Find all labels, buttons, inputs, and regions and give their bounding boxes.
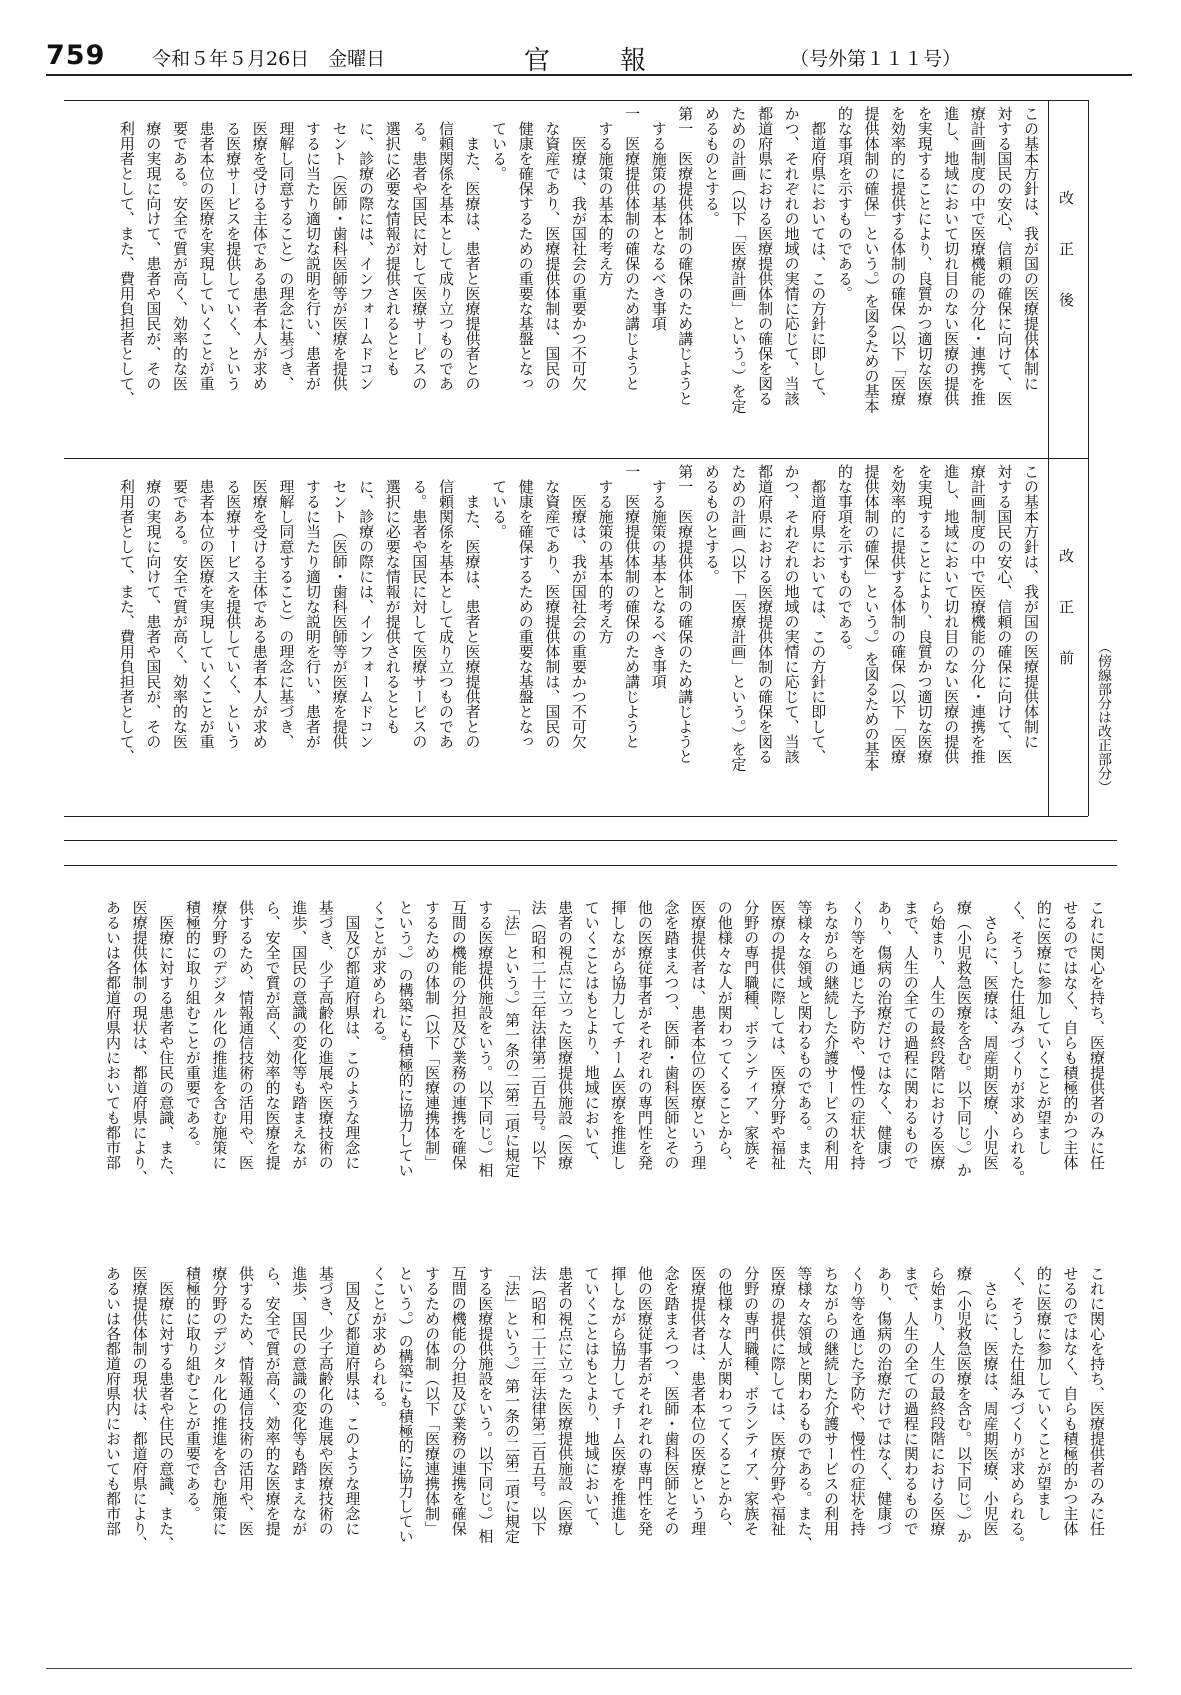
lower-after-line: ちながらの継続した介護サービスの利用: [822, 900, 841, 1170]
lower-after-line: 念を踏まえつつ、医師・歯科医師とその: [662, 900, 681, 1170]
upper-after-line: 対する国民の安心、信頼の確保に向けて、医: [995, 106, 1014, 406]
upper-after-line: 理解し同意すること）の理念に基づき、: [277, 106, 296, 391]
upper-after-line: な資産であり、医療提供体制は、国民の: [543, 106, 562, 391]
upper-before-line: 第一 医療提供体制の確保のため講じようと: [676, 464, 695, 764]
upper-after-line: 療の実現に向けて、患者や国民が、その: [144, 106, 163, 391]
lower-before-line: 国及び都道府県は、このような理念に: [343, 1266, 362, 1536]
upper-after-line: かつ、それぞれの地域の実情に応じて、当該: [782, 106, 801, 406]
lower-after-block: [64, 900, 1110, 1246]
lower-after-line: 国及び都道府県は、このような理念に: [343, 900, 362, 1170]
lower-before-line: 積極的に取り組むことが重要である。: [183, 1266, 202, 1521]
upper-after-line: めるものとする。: [702, 106, 721, 226]
upper-before-line: る医療サービスを提供していく、という: [224, 464, 243, 749]
lower-after-line: あり、傷病の治療だけではなく、健康づ: [875, 900, 894, 1170]
upper-before-line: セント（医師・歯科医師等が医療を提供: [330, 464, 349, 749]
lower-after-line: 揮しながら協力してチーム医療を推進し: [609, 900, 628, 1170]
upper-before-line: 要である。安全で質が高く、効率的な医: [171, 464, 189, 749]
upper-before-line: 療計画制度の中で医療機能の分化・連携を推: [968, 464, 987, 764]
lower-before-text: [64, 1266, 1110, 1612]
lower-after-line: 医療提供者は、患者本位の医療という理: [689, 900, 708, 1170]
column-label-before: 改正前: [1057, 548, 1075, 701]
lower-before-line: く、そうした仕組みづくりが求められる。: [1008, 1266, 1027, 1551]
lower-before-line: 医療提供者は、患者本位の医療という理: [689, 1266, 708, 1536]
lower-before-line: 医療の提供に際しては、医療分野や福祉: [768, 1266, 787, 1536]
lower-before-line: あり、傷病の治療だけではなく、健康づ: [875, 1266, 894, 1536]
lower-after-line: 療分野のデジタル化の推進を含む施策に: [210, 900, 229, 1170]
upper-after-line: ている。: [490, 106, 509, 181]
upper-after-line: ための計画（以下「医療計画」という。）を定: [729, 106, 748, 414]
issue-number: （号外第１１１号）: [790, 48, 962, 70]
lower-before-line: 「法」という。）第一条の二第二項に規定: [502, 1266, 521, 1544]
upper-after-line: 健康を確保するための重要な基盤となっ: [516, 106, 535, 391]
lower-after-text: [64, 900, 1110, 1246]
upper-after-line: 医療を受ける主体である患者本人が求め: [250, 106, 269, 391]
upper-after-line: また、医療は、患者と医療提供者との: [463, 106, 482, 391]
upper-before-line: この基本方針は、我が国の医療提供体制に: [1022, 464, 1040, 749]
separator-1: [64, 840, 1117, 841]
separator-2: [64, 865, 1117, 866]
lower-after-line: 医療の提供に際しては、医療分野や福祉: [768, 900, 787, 1170]
upper-before-line: 理解し同意すること）の理念に基づき、: [277, 464, 296, 749]
lower-after-line: ら始まり、人生の最終段階における医療: [928, 900, 947, 1170]
lower-before-line: の他様々な人が関わってくることから、: [715, 1266, 734, 1536]
upper-before-line: 進し、地域において切れ目のない医療の提供: [942, 464, 961, 764]
lower-before-line: くり等を通じた予防や、慢性の症状を持: [848, 1266, 867, 1536]
upper-after-line: る。患者や国民に対して医療サービスの: [410, 106, 429, 391]
upper-before-line: を実現することにより、良質かつ適切な医療: [915, 464, 934, 764]
gazette-name: 官報: [524, 46, 717, 76]
lower-after-line: ていくことはもとより、地域において、: [582, 900, 601, 1170]
lower-after-line: 医療に対する患者や住民の意識、また、: [157, 900, 176, 1185]
upper-after-line: する施策の基本的考え方: [596, 106, 615, 286]
upper-before-line: かつ、それぞれの地域の実情に応じて、当該: [782, 464, 801, 764]
upper-before-line: する施策の基本となるべき事項: [649, 464, 668, 689]
upper-before-line: 的な事項を示すものである。: [835, 464, 854, 659]
upper-before-line: 選択に必要な情報が提供されるととも: [383, 464, 402, 734]
lower-after-line: ら、安全で質が高く、効率的な医療を提: [263, 900, 282, 1170]
lower-before-line: さらに、医療は、周産期医療、小児医: [981, 1266, 1000, 1536]
upper-after-line: 一 医療提供体制の確保のため講じようと: [623, 106, 642, 391]
upper-before-line: ている。: [490, 464, 509, 539]
gazette-header: [46, 38, 1132, 76]
upper-before-line: 一 医療提供体制の確保のため講じようと: [623, 464, 642, 749]
issue-date: 令和５年５月26日 金曜日: [152, 48, 386, 70]
lower-after-line: という。）の構築にも積極的に協力してい: [396, 900, 415, 1178]
lower-before-line: ていくことはもとより、地域において、: [582, 1266, 601, 1536]
lower-after-line: さらに、医療は、周産期医療、小児医: [981, 900, 1000, 1170]
upper-before-line: 利用者として、また、費用負担者として、: [117, 464, 136, 764]
lower-after-line: 法（昭和二十三年法律第二百五号。以下: [529, 900, 548, 1170]
lower-after-line: く、そうした仕組みづくりが求められる。: [1008, 900, 1027, 1185]
lower-before-line: 他の医療従事者がそれぞれの専門性を発: [635, 1266, 654, 1536]
upper-after-line: を実現することにより、良質かつ適切な医療: [915, 106, 934, 406]
upper-before-line: 対する国民の安心、信頼の確保に向けて、医: [995, 464, 1014, 764]
lower-after-line: 医療提供体制の現状は、都道府県により、: [130, 900, 149, 1185]
upper-before-line: 都道府県においては、この方針に即して、: [809, 464, 828, 764]
lower-before-line: という。）の構築にも積極的に協力してい: [396, 1266, 415, 1544]
upper-after-line: る医療サービスを提供していく、という: [224, 106, 243, 391]
upper-before-line: 療の実現に向けて、患者や国民が、その: [144, 464, 163, 749]
lower-after-line: 他の医療従事者がそれぞれの専門性を発: [635, 900, 654, 1170]
after-text: [64, 106, 1044, 452]
upper-before-line: 医療を受ける主体である患者本人が求め: [250, 464, 269, 749]
upper-before-line: 患者本位の医療を実現していくことが重: [197, 464, 216, 749]
lower-after-line: する医療提供施設をいう。以下同じ。）相: [476, 900, 495, 1178]
upper-after-line: 的な事項を示すものである。: [835, 106, 854, 301]
page-number: 759: [46, 40, 106, 71]
lower-after-line: 進歩、国民の意識の変化等も踏まえなが: [290, 900, 309, 1170]
lower-after-line: せるのではなく、自らも積極的かつ主体: [1061, 900, 1080, 1170]
lower-after-line: 患者の視点に立った医療提供施設（医療: [556, 900, 575, 1170]
lower-after-line: まで、人生の全ての過程に関わるもので: [901, 900, 920, 1170]
upper-after-line: 第一 医療提供体制の確保のため講じようと: [676, 106, 695, 406]
upper-after-line: 利用者として、また、費用負担者として、: [117, 106, 136, 406]
upper-before-line: また、医療は、患者と医療提供者との: [463, 464, 482, 749]
lower-after-line: 分野の専門職種、ボランティア、家族そ: [742, 900, 761, 1170]
lower-before-line: 療分野のデジタル化の推進を含む施策に: [210, 1266, 229, 1536]
upper-after-line: に、診療の際には、インフォームドコン: [357, 106, 376, 391]
lower-after-line: 等様々な領域と関わるものである。また、: [795, 900, 814, 1185]
lower-before-line: するための体制（以下「医療連携体制」: [423, 1266, 442, 1536]
upper-before-line: 信頼関係を基本として成り立つものであ: [436, 464, 455, 749]
lower-before-line: 医療に対する患者や住民の意識、また、: [157, 1266, 176, 1551]
upper-after-line: 患者本位の医療を実現していくことが重: [197, 106, 216, 391]
upper-before-line: 都道府県における医療提供体制の確保を図る: [756, 464, 775, 764]
lower-before-line: 基づき、少子高齢化の進展や医療技術の: [316, 1266, 335, 1536]
lower-before-line: 医療提供体制の現状は、都道府県により、: [130, 1266, 149, 1551]
lower-after-line: 的に医療に参加していくことが望まし: [1034, 900, 1053, 1155]
lower-before-line: くことが求められる。: [369, 1266, 388, 1416]
lower-after-line: 供するため、情報通信技術の活用や、医: [237, 900, 255, 1170]
upper-after-line: 医療は、我が国社会の重要かつ不可欠: [569, 106, 588, 391]
underline-note: （傍線部分は改正部分）: [1096, 640, 1112, 794]
upper-after-line: この基本方針は、我が国の医療提供体制に: [1022, 106, 1040, 391]
lower-before-line: 等様々な領域と関わるものである。また、: [795, 1266, 814, 1551]
lower-after-line: 互間の機能の分担及び業務の連携を確保: [449, 900, 468, 1170]
upper-after-line: 要である。安全で質が高く、効率的な医: [171, 106, 189, 391]
lower-before-line: あるいは各都道府県内においても都市部: [104, 1266, 123, 1536]
lower-before-line: 念を踏まえつつ、医師・歯科医師とその: [662, 1266, 681, 1536]
lower-before-line: せるのではなく、自らも積極的かつ主体: [1061, 1266, 1080, 1536]
comparison-table: [64, 100, 1088, 817]
upper-before-line: な資産であり、医療提供体制は、国民の: [543, 464, 562, 749]
lower-before-line: ら、安全で質が高く、効率的な医療を提: [263, 1266, 282, 1536]
upper-before-line: 健康を確保するための重要な基盤となっ: [516, 464, 535, 749]
upper-after-line: 選択に必要な情報が提供されるととも: [383, 106, 402, 376]
lower-before-line: 法（昭和二十三年法律第二百五号。以下: [529, 1266, 548, 1536]
lower-before-line: 供するため、情報通信技術の活用や、医: [237, 1266, 255, 1536]
upper-after-line: 提供体制の確保」という。）を図るための基本: [862, 106, 881, 414]
upper-after-line: 進し、地域において切れ目のない医療の提供: [942, 106, 961, 406]
lower-after-line: 療（小児救急医療を含む。以下同じ。）か: [955, 900, 974, 1178]
upper-after-line: する施策の基本となるべき事項: [649, 106, 668, 331]
lower-after-line: 積極的に取り組むことが重要である。: [183, 900, 202, 1155]
lower-before-line: ら始まり、人生の最終段階における医療: [928, 1266, 947, 1536]
upper-after-line: を効率的に提供する体制の確保（以下「医療: [889, 106, 908, 406]
after-text-block: [64, 106, 1044, 452]
lower-before-line: 分野の専門職種、ボランティア、家族そ: [742, 1266, 761, 1536]
lower-after-line: これに関心を持ち、医療提供者のみに任: [1088, 900, 1106, 1170]
lower-after-line: くり等を通じた予防や、慢性の症状を持: [848, 900, 867, 1170]
upper-after-line: するに当たり適切な説明を行い、患者が: [303, 106, 322, 391]
upper-before-line: するに当たり適切な説明を行い、患者が: [303, 464, 322, 749]
upper-after-line: セント（医師・歯科医師等が医療を提供: [330, 106, 349, 391]
lower-before-line: 進歩、国民の意識の変化等も踏まえなが: [290, 1266, 309, 1536]
upper-after-line: 療計画制度の中で医療機能の分化・連携を推: [968, 106, 987, 406]
lower-after-line: の他様々な人が関わってくることから、: [715, 900, 734, 1170]
lower-before-line: 患者の視点に立った医療提供施設（医療: [556, 1266, 575, 1536]
upper-before-line: 提供体制の確保」という。）を図るための基本: [862, 464, 881, 772]
lower-before-line: これに関心を持ち、医療提供者のみに任: [1088, 1266, 1106, 1536]
before-text: [64, 464, 1044, 810]
upper-before-line: を効率的に提供する体制の確保（以下「医療: [889, 464, 908, 764]
column-label-after: 改正後: [1057, 190, 1075, 343]
lower-after-line: 基づき、少子高齢化の進展や医療技術の: [316, 900, 335, 1170]
lower-before-line: 療（小児救急医療を含む。以下同じ。）か: [955, 1266, 974, 1544]
upper-before-line: ための計画（以下「医療計画」という。）を定: [729, 464, 748, 772]
upper-after-line: 信頼関係を基本として成り立つものであ: [436, 106, 455, 391]
upper-before-line: めるものとする。: [702, 464, 721, 584]
lower-before-line: まで、人生の全ての過程に関わるもので: [901, 1266, 920, 1536]
upper-before-line: に、診療の際には、インフォームドコン: [357, 464, 376, 749]
bottom-rule: [46, 1668, 1132, 1669]
lower-before-line: ちながらの継続した介護サービスの利用: [822, 1266, 841, 1536]
lower-before-line: 互間の機能の分担及び業務の連携を確保: [449, 1266, 468, 1536]
upper-after-line: 都道府県においては、この方針に即して、: [809, 106, 828, 406]
lower-before-line: 揮しながら協力してチーム医療を推進し: [609, 1266, 628, 1536]
lower-before-line: 的に医療に参加していくことが望まし: [1034, 1266, 1053, 1521]
lower-after-line: あるいは各都道府県内においても都市部: [104, 900, 123, 1170]
lower-after-line: 「法」という。）第一条の二第二項に規定: [502, 900, 521, 1178]
upper-before-line: する施策の基本的考え方: [596, 464, 615, 644]
lower-before-block: [64, 1266, 1110, 1612]
upper-before-line: る。患者や国民に対して医療サービスの: [410, 464, 429, 749]
before-text-block: [64, 464, 1044, 810]
upper-before-line: 医療は、我が国社会の重要かつ不可欠: [569, 464, 588, 749]
lower-after-line: くことが求められる。: [369, 900, 388, 1050]
upper-after-line: 都道府県における医療提供体制の確保を図る: [756, 106, 775, 406]
lower-before-line: する医療提供施設をいう。以下同じ。）相: [476, 1266, 495, 1544]
lower-after-line: するための体制（以下「医療連携体制」: [423, 900, 442, 1170]
